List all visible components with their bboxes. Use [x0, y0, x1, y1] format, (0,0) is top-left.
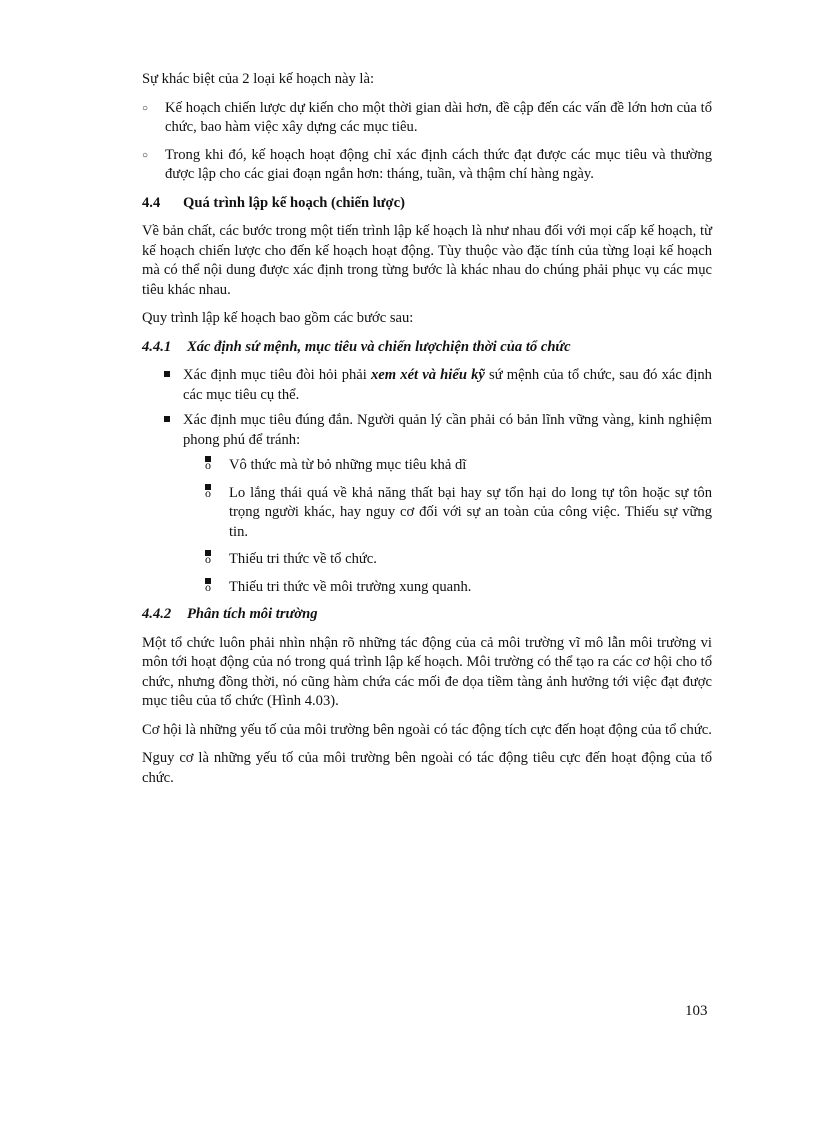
- circle-bullet-icon: o: [205, 552, 211, 566]
- list-item: Xác định mục tiêu đúng đắn. Người quản lý cần phải có bản lĩnh vững vàng, kinh nghiệm phong phú để tránh: o Vô thức mà từ bỏ những mục tiêu khả dĩ o Lo lắng thái quá về khả năng thất bại hay sự tổn hại do long tự tôn hoặc sự tôn trọng người khác, hay nguy cơ đối với sự an toàn của công việc. Thiếu sự vững tin. o Thiếu tri thức về tổ chức. o Thiếu tri thức về môi trường xung quanh.: [160, 411, 712, 597]
- list-item: ○ Kế hoạch chiến lược dự kiến cho một thời gian dài hơn, đề cập đến các vấn đề lớn hơn của tổ chức, bao hàm việc xây dựng các mục tiêu.: [142, 99, 712, 135]
- section-4-4-paragraph: Quy trình lập kế hoạch bao gồm các bước sau:: [142, 310, 414, 326]
- intro-text: Sự khác biệt của 2 loại kế hoạch này là:: [142, 71, 375, 87]
- circle-bullet-icon: o: [205, 579, 211, 594]
- circle-bullet-icon: ○: [142, 149, 149, 161]
- section-4-4-2-paragraph: Cơ hội là những yếu tố của môi trường bên ngoài có tác động tích cực đến hoạt động của tổ chức.: [142, 721, 712, 738]
- section-4-4-2-paragraph: Nguy cơ là những yếu tố của môi trường bên ngoài có tác động tiêu cực đến hoạt động của tổ chức.: [142, 750, 712, 786]
- circle-bullet-icon: o: [205, 485, 211, 500]
- document-page: [142, 70, 712, 797]
- list-item: o Thiếu tri thức về tổ chức.: [205, 551, 377, 567]
- section-4-4-paragraph: Về bản chất, các bước trong một tiến trình lập kế hoạch là như nhau đối với mọi cấp kế hoạch, từ kế hoạch chiến lược cho đến kế hoạch hoạt động. Tùy thuộc vào đặc tính của từng loại kế hoạch mà có thể nội dung được xác định trong từng bước là khác nhau do chúng phải phục vụ các mục tiêu khác nhau.: [142, 223, 712, 298]
- section-4-4-heading: 4.4 Quá trình lập kế hoạch (chiến lược): [142, 194, 405, 211]
- avoid-list: [205, 456, 712, 597]
- circle-bullet-icon: o: [205, 458, 211, 472]
- section-4-4-1-heading: 4.4.1 Xác định sứ mệnh, mục tiêu và chiến lượchiện thời của tổ chức: [142, 338, 571, 355]
- list-item: Xác định mục tiêu đòi hỏi phải xem xét và hiểu kỹ sứ mệnh của tổ chức, sau đó xác định các mục tiêu cụ thể.: [160, 366, 712, 405]
- page-number: 103: [685, 1003, 708, 1019]
- list-item: ○ Trong khi đó, kế hoạch hoạt động chỉ xác định cách thức đạt được các mục tiêu và thường được lập cho các giai đoạn ngắn hơn: tháng, tuần, và thậm chí hàng ngày.: [142, 146, 712, 182]
- section-4-4-2-paragraph: Một tổ chức luôn phải nhìn nhận rõ những tác động của cả môi trường vĩ mô lẫn môi trường vi môn tới hoạt động của nó trong quá trình lập kế hoạch. Môi trường có thể tạo ra các cơ hội cho tổ chức, nhưng đồng thời, nó cũng hàm chứa các mối đe dọa tiềm tàng ảnh hưởng tới việc đạt được mục tiêu của tổ chức (Hình 4.03).: [142, 634, 712, 709]
- differences-list: [142, 99, 712, 185]
- section-4-4-2-heading: 4.4.2 Phân tích môi trường: [142, 606, 318, 622]
- list-item: o Thiếu tri thức về môi trường xung quanh.: [205, 578, 472, 595]
- goals-list: [160, 366, 712, 597]
- list-item: o Lo lắng thái quá về khả năng thất bại hay sự tổn hại do long tự tôn hoặc sự tôn trọng người khác, hay nguy cơ đối với sự an toàn của công việc. Thiếu sự vững tin.: [205, 484, 712, 540]
- list-item: o Vô thức mà từ bỏ những mục tiêu khả dĩ: [205, 457, 467, 473]
- square-bullet-icon: [164, 371, 170, 377]
- square-bullet-icon: [164, 416, 170, 422]
- circle-bullet-icon: ○: [142, 102, 149, 114]
